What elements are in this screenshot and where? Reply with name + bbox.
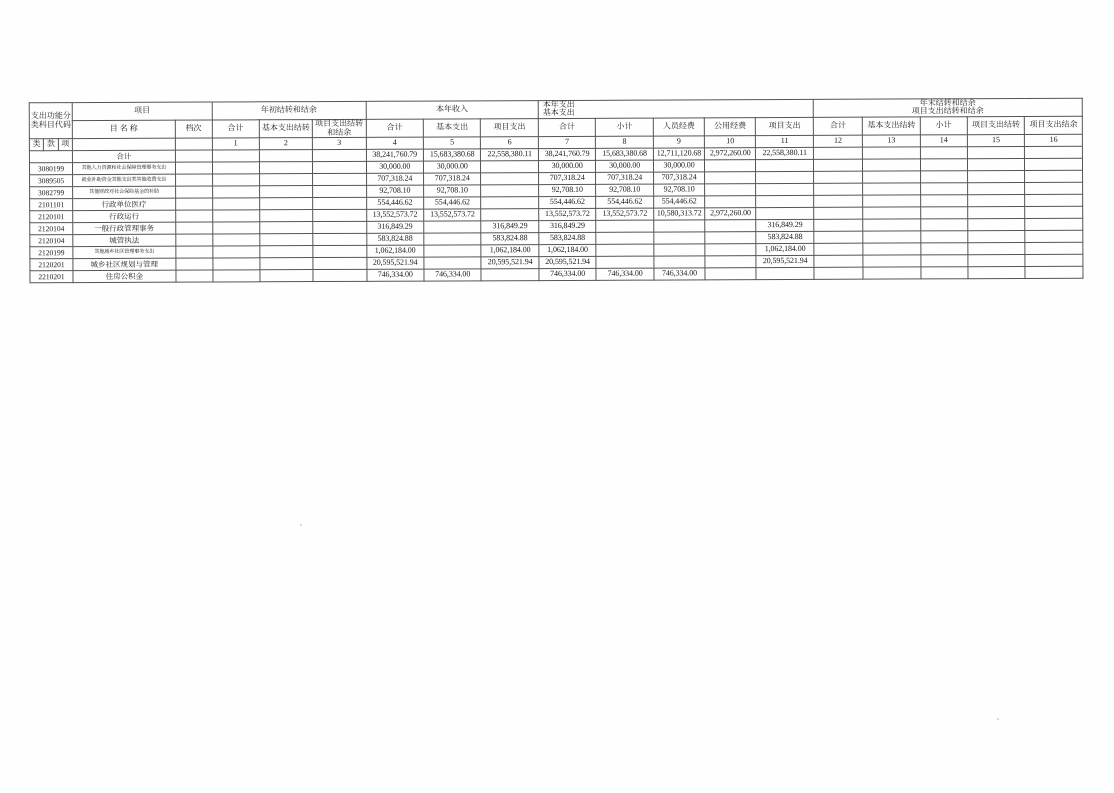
row-value-16	[1025, 255, 1083, 267]
row-value-1	[213, 270, 260, 282]
row-value-10: 2,972,260.00	[705, 148, 756, 160]
row-value-10	[705, 220, 756, 232]
row-value-9	[654, 232, 705, 244]
row-value-3	[313, 258, 366, 270]
row-code: 2120104	[30, 223, 73, 235]
header-colnum-4: 4	[366, 137, 424, 149]
row-value-10	[705, 184, 756, 196]
row-value-2	[259, 150, 312, 162]
row-value-15	[967, 159, 1025, 171]
header-colnum-2: 2	[259, 138, 312, 150]
row-value-6	[481, 185, 539, 197]
row-code: 3080199	[29, 163, 72, 175]
row-item-name: 行政运行	[73, 211, 176, 223]
row-value-4: 13,552,573.72	[366, 209, 424, 221]
row-value-3	[313, 210, 366, 222]
header-colnum-1: 1	[212, 138, 259, 150]
row-value-11: 316,849.29	[756, 220, 814, 232]
row-item-name: 住房公积金	[73, 271, 176, 283]
row-value-5	[424, 257, 482, 269]
row-value-10	[705, 244, 756, 256]
row-value-6: 316,849.29	[481, 221, 539, 233]
row-value-11: 20,595,521.94	[756, 256, 814, 268]
row-value-5: 15,683,380.68	[423, 149, 481, 161]
row-value-1	[212, 246, 259, 258]
row-value-8: 746,334.00	[596, 268, 654, 280]
row-value-15	[967, 171, 1025, 183]
row-value-2	[259, 174, 312, 186]
row-value-5: 30,000.00	[423, 161, 481, 173]
row-value-1	[212, 186, 259, 198]
row-value-11	[756, 184, 814, 196]
row-value-14	[920, 159, 967, 171]
header-colnum-10: 10	[705, 136, 756, 148]
header-subcol-lei: 类	[29, 139, 43, 151]
row-value-6	[481, 209, 539, 221]
row-value-1	[212, 198, 259, 210]
row-code: 2120201	[30, 259, 73, 271]
row-value-7: 316,849.29	[539, 221, 597, 233]
row-value-7: 92,708.10	[539, 185, 597, 197]
row-value-9: 12,711,120.68	[653, 148, 704, 160]
row-value-9: 92,708.10	[653, 184, 704, 196]
row-value-2	[260, 234, 313, 246]
row-value-14	[921, 243, 968, 255]
row-value-6	[481, 173, 539, 185]
row-value-2	[260, 270, 313, 282]
header-exp-public: 公用经费	[704, 117, 755, 136]
row-value-4: 92,708.10	[366, 185, 424, 197]
row-value-3	[313, 222, 366, 234]
row-value-13	[863, 255, 921, 267]
row-value-4: 583,824.88	[366, 233, 424, 245]
row-value-13	[863, 147, 921, 159]
budget-table	[29, 98, 1084, 284]
header-colnum-3: 3	[313, 138, 366, 150]
row-item-name: 行政单位医疗	[73, 199, 176, 211]
row-value-9: 707,318.24	[653, 172, 704, 184]
row-value-6: 20,595,521.94	[481, 257, 539, 269]
row-value-9	[654, 244, 705, 256]
row-level	[176, 258, 213, 270]
row-value-13	[863, 243, 921, 255]
row-value-8: 30,000.00	[596, 160, 654, 172]
row-code: 2210201	[30, 271, 73, 283]
row-value-12	[814, 256, 863, 268]
row-value-8: 92,708.10	[596, 184, 654, 196]
header-colnum-15: 15	[967, 135, 1025, 147]
row-value-16	[1025, 195, 1083, 207]
row-value-16	[1025, 171, 1083, 183]
row-value-15	[968, 231, 1026, 243]
header-expenditure-code: 支出功能分类科目代码	[29, 103, 72, 140]
row-value-3	[313, 234, 366, 246]
row-value-14	[920, 207, 967, 219]
row-value-15	[968, 183, 1026, 195]
row-value-12	[814, 244, 863, 256]
row-value-13	[863, 231, 921, 243]
header-colnum-blank2	[175, 138, 212, 150]
row-code: 3082799	[30, 187, 73, 199]
row-value-12	[814, 196, 863, 208]
row-value-16	[1025, 207, 1083, 219]
row-value-7: 20,595,521.94	[539, 257, 597, 269]
row-value-3	[313, 174, 366, 186]
row-value-3	[313, 246, 366, 258]
row-value-7: 707,318.24	[538, 173, 596, 185]
row-value-2	[260, 258, 313, 270]
row-value-10	[705, 160, 756, 172]
row-code: 3089505	[30, 175, 73, 187]
row-item-name: 其他人力资源和社会保障管理事务支出	[73, 163, 176, 175]
header-subcol-xiang: 项	[58, 139, 72, 151]
row-value-7: 1,062,184.00	[539, 245, 597, 257]
row-value-12	[814, 208, 863, 220]
header-end-total: 合计	[813, 117, 862, 136]
row-value-15	[968, 219, 1026, 231]
header-colnum-6: 6	[481, 137, 539, 149]
header-colnum-5: 5	[423, 137, 481, 149]
row-value-7: 746,334.00	[539, 269, 597, 281]
row-value-4: 30,000.00	[366, 161, 424, 173]
row-value-13	[863, 159, 921, 171]
row-value-10	[705, 172, 756, 184]
table-body	[29, 147, 1083, 284]
header-colnum-blank	[72, 139, 175, 151]
row-value-16	[1025, 159, 1083, 171]
row-level	[175, 174, 212, 186]
row-value-2	[260, 246, 313, 258]
row-value-9	[654, 256, 705, 268]
row-value-7: 13,552,573.72	[539, 209, 597, 221]
row-value-15	[968, 243, 1026, 255]
row-value-12	[814, 268, 863, 280]
row-item-name: 城乡社区规划与管理	[73, 259, 176, 271]
row-value-12	[814, 172, 863, 184]
header-group-opening-balance: 年初结转和结余	[212, 101, 366, 119]
row-value-5: 554,446.62	[424, 197, 482, 209]
row-value-16	[1025, 219, 1083, 231]
row-value-6: 583,824.88	[481, 233, 539, 245]
row-value-16	[1025, 243, 1083, 255]
row-code: 2120199	[30, 247, 73, 259]
row-value-12	[814, 232, 863, 244]
row-value-6	[481, 161, 539, 173]
row-value-10	[705, 196, 756, 208]
row-value-10	[705, 256, 756, 268]
header-group-current-expenditure: 本年支出 基本支出	[538, 99, 813, 118]
row-value-8: 13,552,573.72	[596, 208, 654, 220]
row-code: 2120104	[30, 235, 73, 247]
row-value-3	[313, 186, 366, 198]
row-value-13	[863, 183, 921, 195]
row-level	[175, 198, 212, 210]
row-value-15	[967, 147, 1025, 159]
row-value-9	[654, 220, 705, 232]
row-item-name: 城管执法	[73, 235, 176, 247]
row-value-7: 38,241,760.79	[538, 149, 596, 161]
row-level	[176, 246, 213, 258]
row-value-9: 30,000.00	[653, 160, 704, 172]
row-value-6: 1,062,184.00	[481, 245, 539, 257]
header-colnum-12: 12	[813, 136, 862, 148]
row-value-4: 554,446.62	[366, 197, 424, 209]
header-open-basic: 基本支出结转	[259, 119, 312, 138]
row-value-12	[813, 148, 862, 160]
budget-table-sheet	[29, 98, 1084, 303]
row-value-14	[921, 267, 968, 279]
header-end-project-carry: 项目支出结转	[967, 116, 1025, 135]
header-colnum-13: 13	[863, 135, 921, 147]
row-level	[176, 270, 213, 282]
header-exp-total: 合计	[538, 118, 596, 137]
row-value-15	[968, 207, 1026, 219]
row-value-8: 554,446.62	[596, 196, 654, 208]
row-value-5: 707,318.24	[424, 173, 482, 185]
row-value-11	[756, 196, 814, 208]
header-end-basic: 基本支出结转	[863, 117, 921, 136]
row-value-1	[212, 150, 259, 162]
row-code: 2101101	[30, 199, 73, 211]
row-value-1	[213, 258, 260, 270]
row-value-5: 13,552,573.72	[424, 209, 482, 221]
row-value-14	[920, 171, 967, 183]
header-exp-personnel: 人员经费	[653, 118, 704, 137]
row-value-4: 20,595,521.94	[366, 257, 424, 269]
row-value-14	[920, 183, 967, 195]
row-value-15	[968, 195, 1026, 207]
header-colnum-16: 16	[1025, 135, 1083, 147]
row-value-11: 1,062,184.00	[756, 244, 814, 256]
header-subcol-kuan: 款	[44, 139, 58, 151]
row-value-16	[1025, 147, 1083, 159]
row-value-15	[968, 267, 1026, 279]
header-level: 档次	[175, 120, 212, 139]
row-value-5	[424, 221, 482, 233]
row-value-3	[313, 270, 366, 282]
row-item-name: 其他城乡社区管理事务支出	[73, 247, 176, 259]
row-value-11	[756, 208, 814, 220]
row-level	[175, 162, 212, 174]
row-value-7: 583,824.88	[539, 233, 597, 245]
row-value-8	[596, 232, 654, 244]
row-level	[175, 186, 212, 198]
row-code	[29, 151, 72, 163]
row-value-4: 316,849.29	[366, 221, 424, 233]
row-value-7: 554,446.62	[539, 197, 597, 209]
header-income-total: 合计	[366, 119, 424, 138]
row-value-6: 22,558,380.11	[481, 149, 539, 161]
header-group-current-income: 本年收入	[366, 101, 538, 120]
row-value-8: 15,683,380.68	[596, 148, 654, 160]
row-level	[175, 210, 212, 222]
row-value-11: 583,824.88	[756, 232, 814, 244]
row-value-9: 554,446.62	[654, 196, 705, 208]
header-colnum-7: 7	[538, 137, 596, 149]
header-colnum-8: 8	[596, 136, 654, 148]
header-item-group: 项目	[72, 102, 212, 120]
row-value-9: 10,580,313.72	[654, 208, 705, 220]
row-value-11	[756, 172, 814, 184]
row-value-8: 707,318.24	[596, 172, 654, 184]
row-value-8	[596, 244, 654, 256]
row-value-12	[814, 220, 863, 232]
row-value-3	[313, 198, 366, 210]
row-value-13	[863, 171, 921, 183]
header-income-basic: 基本支出	[423, 119, 481, 138]
row-value-5	[424, 233, 482, 245]
header-group-ending-balance: 年末结转和结余 项目支出结转和结余	[813, 98, 1082, 117]
row-value-2	[260, 222, 313, 234]
row-value-8	[596, 256, 654, 268]
header-open-total: 合计	[212, 120, 259, 139]
row-value-2	[259, 162, 312, 174]
row-value-10: 2,972,260.00	[705, 208, 756, 220]
row-value-1	[212, 222, 259, 234]
row-item-name: 其他财政对社会保险基金的补助	[73, 187, 176, 199]
row-value-5: 746,334.00	[424, 269, 482, 281]
row-value-13	[863, 207, 921, 219]
row-item-name: 合计	[73, 151, 176, 163]
row-value-1	[212, 210, 259, 222]
header-colnum-9: 9	[653, 136, 704, 148]
row-value-14	[920, 147, 967, 159]
row-value-8	[596, 220, 654, 232]
row-value-1	[212, 162, 259, 174]
row-value-3	[313, 150, 366, 162]
header-end-project-balance: 项目支出结余	[1025, 116, 1083, 135]
row-value-10	[705, 268, 756, 280]
header-item-name: 目 名 称	[72, 120, 175, 139]
row-code: 2120101	[30, 211, 73, 223]
row-value-2	[260, 210, 313, 222]
row-value-11: 22,558,380.11	[756, 148, 814, 160]
row-value-13	[863, 195, 921, 207]
row-value-4: 707,318.24	[366, 173, 424, 185]
row-value-4: 1,062,184.00	[366, 245, 424, 257]
row-value-16	[1025, 231, 1083, 243]
header-end-subtotal: 小计	[920, 116, 967, 135]
row-value-6	[481, 197, 539, 209]
row-value-2	[259, 186, 312, 198]
row-value-16	[1025, 267, 1083, 279]
row-value-16	[1025, 183, 1083, 195]
row-item-name: 一般行政管理事务	[73, 223, 176, 235]
row-value-5: 92,708.10	[424, 185, 482, 197]
header-colnum-14: 14	[920, 135, 967, 147]
row-value-4: 746,334.00	[366, 269, 424, 281]
row-value-11	[756, 160, 814, 172]
row-level	[175, 150, 212, 162]
row-item-name: 就业补助资金其他支出类其他收费支出	[73, 175, 176, 187]
row-value-10	[705, 232, 756, 244]
row-value-13	[863, 219, 921, 231]
row-level	[175, 234, 212, 246]
header-exp-subtotal: 小计	[596, 118, 654, 137]
header-income-project: 项目支出	[481, 118, 539, 137]
row-value-7: 30,000.00	[538, 161, 596, 173]
row-value-15	[968, 255, 1026, 267]
row-value-4: 38,241,760.79	[366, 149, 424, 161]
row-level	[175, 222, 212, 234]
row-value-14	[920, 195, 967, 207]
row-value-11	[756, 268, 814, 280]
row-value-1	[212, 174, 259, 186]
header-open-project: 项目支出结转和结余	[312, 119, 365, 138]
row-value-12	[813, 160, 862, 172]
header-exp-project: 项目支出	[756, 117, 814, 136]
row-value-3	[313, 162, 366, 174]
row-value-6	[481, 269, 539, 281]
row-value-13	[863, 267, 921, 279]
row-value-1	[212, 234, 259, 246]
row-value-14	[921, 255, 968, 267]
row-value-14	[921, 231, 968, 243]
row-value-2	[259, 198, 312, 210]
row-value-5	[424, 245, 482, 257]
row-value-9: 746,334.00	[654, 268, 705, 280]
row-value-14	[920, 219, 967, 231]
header-colnum-11: 11	[756, 136, 814, 148]
row-value-12	[814, 184, 863, 196]
